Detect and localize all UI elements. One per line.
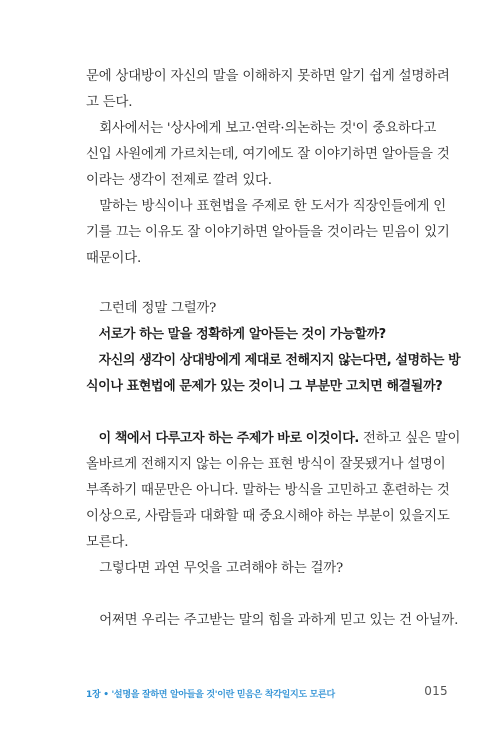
paragraph-2 [86,116,450,194]
text-line: 그런데 정말 그럴까? [86,301,217,316]
paragraph-8 [86,608,459,634]
paragraph-3 [86,194,450,272]
text-line: 이상으로, 사람들과 대화할 때 중요시해야 하는 부분이 있을지도 [86,509,450,524]
paragraph-6 [86,426,461,556]
text-line: 신입 사원에게 가르치는데, 여기에도 잘 이야기하면 알아들을 것 [86,147,450,162]
lead-bold-text: 이 책에서 다루고자 하는 주제가 바로 이것이다. [86,431,359,446]
bold-questions [86,322,461,400]
text-line: 이라는 생각이 전제로 깔려 있다. [86,173,272,188]
bold-line: 서로가 하는 말을 정확하게 알아듣는 것이 가능할까? [86,327,386,342]
paragraph-4 [86,296,446,322]
paragraph-7 [86,556,446,582]
lead-rest-text: 전하고 싶은 말이 [358,431,461,446]
text-line: 어쩌면 우리는 주고받는 말의 힘을 과하게 믿고 있는 건 아닐까. [86,613,459,628]
text-line: 회사에서는 '상사에게 보고·연락·의논하는 것'이 중요하다고 [86,121,437,136]
text-line: 기를 끄는 이유도 잘 이야기하면 알아들을 것이라는 믿음이 있기 [86,225,450,240]
text-line: 문에 상대방이 자신의 말을 이해하지 못하면 알기 쉽게 설명하려 [86,69,450,84]
text-line: 그렇다면 과연 무엇을 고려해야 하는 걸까? [86,561,343,576]
text-line: 고 든다. [86,95,133,110]
text-line [86,426,461,452]
text-line: 올바르게 전해지지 않는 이유는 표현 방식이 잘못됐거나 설명이 [86,457,446,472]
bold-line: 자신의 생각이 상대방에게 제대로 전해지지 않는다면, 설명하는 방 [86,353,461,368]
bold-line: 식이나 표현법에 문제가 있는 것이니 그 부분만 고치면 해결될까? [86,379,443,394]
text-line: 부족하기 때문만은 아니다. 말하는 방식을 고민하고 훈련하는 것 [86,483,450,498]
text-line: 모른다. [86,535,129,550]
text-line: 때문이다. [86,251,141,266]
page-number: 015 [424,684,448,698]
text-line: 말하는 방식이나 표현법을 주제로 한 도서가 직장인들에게 인 [86,199,446,214]
paragraph-1 [86,64,450,116]
chapter-running-footer: 1장 • '설명을 잘하면 알아들을 것'이란 믿음은 착각일지도 모른다 [86,690,335,700]
